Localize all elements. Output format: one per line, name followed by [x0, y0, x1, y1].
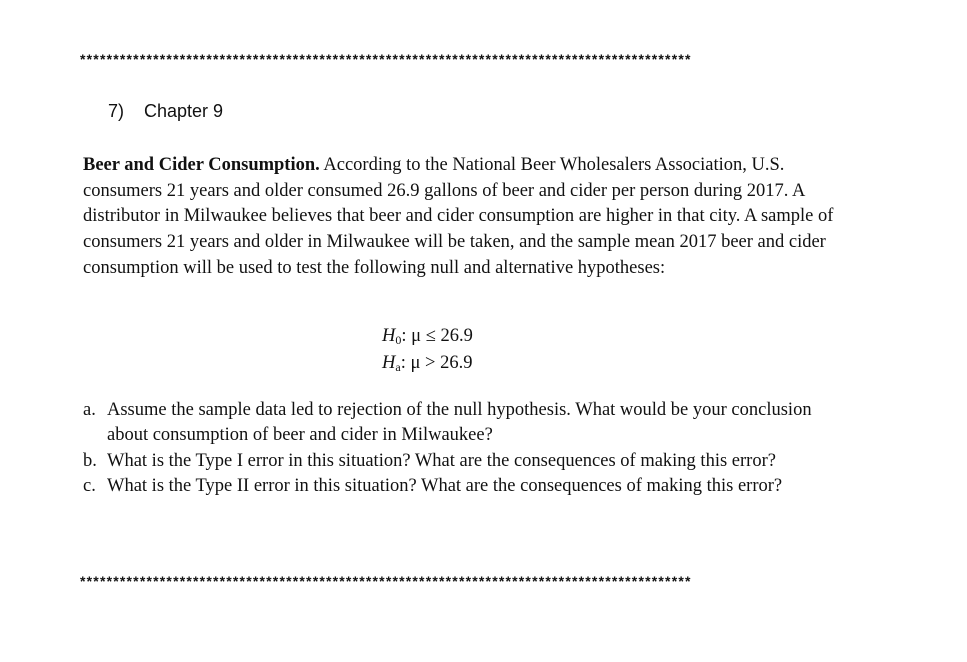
question-item — [83, 449, 843, 474]
null-hypothesis — [382, 326, 473, 348]
question-item — [83, 474, 843, 499]
problem-body: According to the National Beer Wholesalers Association, U.S. consumers 21 years and older consumed 26.9 gallons of beer and cider per person during 2017. A distributor in Milwaukee believes that beer and cider consumption are higher in that city. A sample of consumers 21 years and older in Milwaukee will be taken, and the sample mean 2017 beer and cider consumption will be used to test the following null and alternative hypotheses: — [83, 155, 834, 278]
question-text: Assume the sample data led to rejection of the null hypothesis. What would be your conclusion about consumption of beer and cider in Milwaukee? — [107, 400, 812, 446]
question-item — [83, 398, 843, 449]
chapter-title: Chapter 9 — [144, 101, 224, 121]
chapter-number: 7) — [108, 101, 125, 121]
question-text: What is the Type II error in this situation? What are the consequences of making this error? — [107, 475, 783, 496]
question-text: What is the Type I error in this situation? What are the consequences of making this error? — [107, 450, 776, 471]
alt-hypothesis-symbol: H — [382, 353, 396, 373]
alternative-hypothesis — [382, 353, 472, 375]
question-letter: a. — [83, 400, 96, 420]
question-letter: b. — [83, 450, 97, 471]
problem-statement — [83, 153, 843, 282]
problem-title: Beer and Cider Consumption. — [83, 155, 320, 175]
alt-hypothesis-relation: : μ > 26.9 — [400, 353, 473, 373]
separator-bottom: ******************************************************************************************** — [80, 574, 692, 588]
null-hypothesis-symbol: H — [382, 326, 396, 346]
null-hypothesis-relation: : μ ≤ 26.9 — [401, 326, 473, 346]
chapter-heading — [108, 101, 223, 122]
null-hypothesis-subscript: 0 — [395, 333, 402, 347]
alt-hypothesis-subscript: a — [395, 360, 401, 374]
question-letter: c. — [83, 475, 96, 496]
question-list — [83, 398, 843, 499]
separator-top: ******************************************************************************************** — [80, 52, 692, 66]
